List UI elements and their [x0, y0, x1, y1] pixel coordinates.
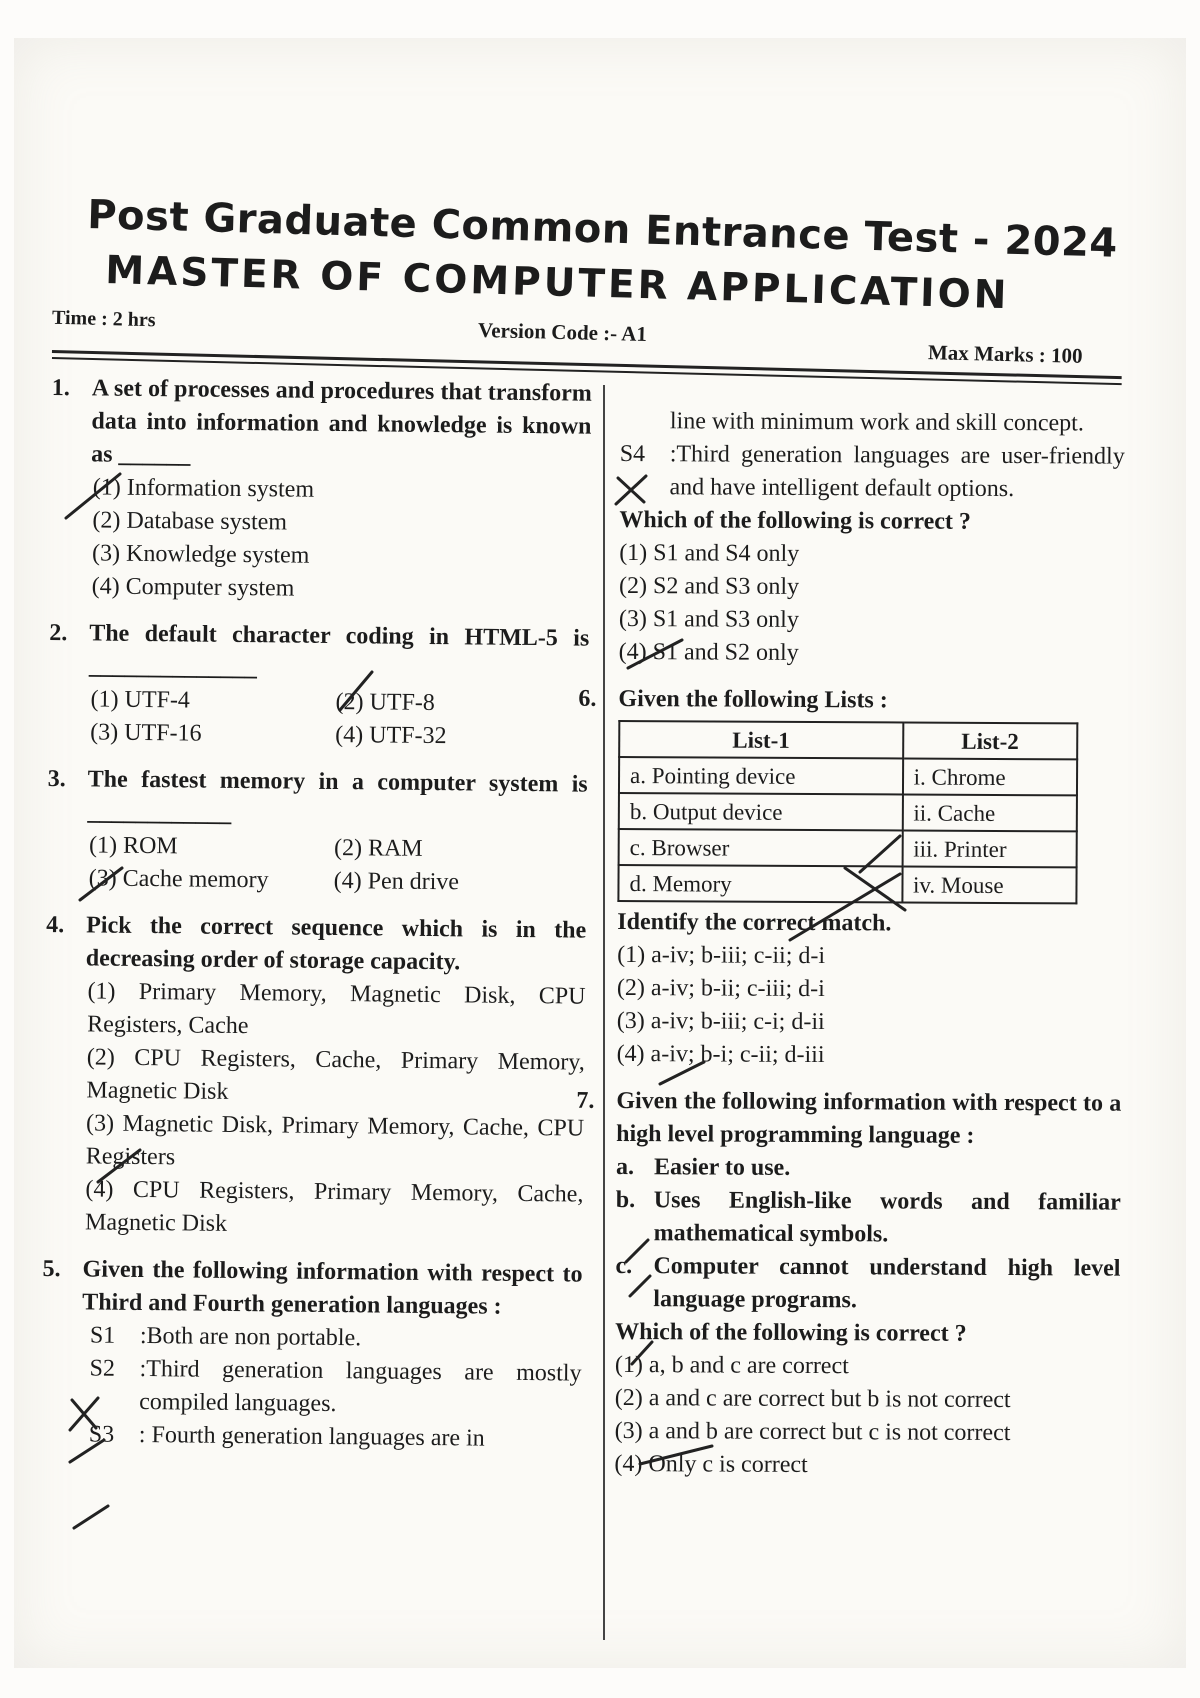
statement-s3-continuation: line with minimum work and skill concept.: [669, 408, 1084, 437]
statement-s2: [89, 1352, 582, 1423]
list2-item: iii. Printer: [902, 830, 1077, 867]
table-header-row: [619, 721, 1077, 759]
statement-a: [616, 1151, 1121, 1187]
question-prompt: Which of the following is correct ?: [615, 1318, 967, 1347]
option-3[interactable]: (3) Knowledge system: [91, 540, 310, 569]
option-4[interactable]: (4) UTF-32: [335, 721, 447, 750]
left-column: [41, 372, 595, 1471]
question-text: The default character coding in HTML-5 is ______________: [88, 620, 590, 682]
question-prompt: Which of the following is correct ?: [619, 506, 971, 535]
option-3[interactable]: (3) Cache memory: [88, 865, 269, 894]
table-row: [619, 829, 1077, 867]
exam-header: [0, 0, 1200, 400]
option-2[interactable]: (2) S2 and S3 only: [618, 572, 800, 600]
right-column: [576, 405, 1125, 1498]
question-4: [43, 909, 586, 1245]
statement-label: S2: [89, 1355, 116, 1382]
option-2[interactable]: (2) RAM: [333, 834, 423, 862]
table-row: [619, 757, 1077, 795]
item-label: a.: [615, 1153, 635, 1181]
list1-header: List-1: [619, 721, 903, 758]
question-2: [48, 617, 589, 755]
options: [92, 471, 591, 608]
list1-item: b. Output device: [619, 793, 903, 830]
exam-time: Time : 2 hrs: [51, 306, 156, 332]
version-code: Version Code :- A1: [477, 317, 648, 347]
list2-item: iv. Mouse: [902, 866, 1077, 903]
question-6: [577, 683, 1124, 1074]
option-1[interactable]: (1) ROM: [88, 832, 178, 860]
list1-item: d. Memory: [618, 865, 902, 902]
option-4[interactable]: (4) Pen drive: [333, 867, 460, 896]
option-4[interactable]: (4) Only c is correct: [614, 1450, 808, 1478]
option-3[interactable]: (3) S1 and S3 only: [618, 605, 799, 633]
option-4[interactable]: (4) a-iv; b-i; c-ii; d-iii: [616, 1040, 825, 1069]
option-3[interactable]: (3) Magnetic Disk, Primary Memory, Cache, CPU Registers: [85, 1110, 585, 1171]
statement-text: :Third generation languages are user-friendly and have intelligent default options.: [669, 441, 1125, 503]
option-2[interactable]: (2) CPU Registers, Cache, Primary Memory, Magnetic Disk: [86, 1044, 585, 1105]
question-number: 5.: [42, 1255, 61, 1283]
statement-b: [616, 1184, 1121, 1253]
option-1[interactable]: (1) Primary Memory, Magnetic Disk, CPU Registers, Cache: [87, 978, 586, 1040]
option-4[interactable]: (4) CPU Registers, Primary Memory, Cache, Magnetic Disk: [84, 1176, 584, 1237]
option-1[interactable]: (1) Information system: [92, 474, 315, 503]
item-text: Uses English-like words and familiar mathematical symbols.: [653, 1187, 1121, 1248]
statement-s1: [90, 1319, 582, 1357]
option-2[interactable]: (2) a and c are correct but b is not correct: [614, 1384, 1011, 1414]
options: [617, 939, 1123, 1074]
option-1[interactable]: (1) a, b and c are correct: [614, 1351, 849, 1380]
statement-text: :Third generation languages are mostly compiled languages.: [139, 1355, 582, 1418]
question-number: 4.: [46, 911, 65, 939]
list1-item: c. Browser: [619, 829, 903, 866]
option-3[interactable]: (3) a-iv; b-iii; c-i; d-ii: [616, 1007, 825, 1036]
table-row: [618, 865, 1076, 903]
question-prompt: Identify the correct match.: [617, 908, 892, 937]
statement-label: S4: [619, 440, 646, 468]
question-7: [574, 1085, 1121, 1484]
options: [90, 683, 589, 754]
list2-header: List-2: [903, 722, 1078, 759]
question-5: [41, 1253, 583, 1457]
option-3[interactable]: (3) UTF-16: [90, 719, 202, 747]
option-1[interactable]: (1) S1 and S4 only: [619, 539, 800, 567]
question-number: 7.: [576, 1087, 595, 1114]
statement-label: S1: [89, 1322, 116, 1349]
table-row: [619, 793, 1077, 831]
option-1[interactable]: (1) UTF-4: [90, 686, 191, 714]
statement-text: : Fourth generation languages are in: [138, 1421, 485, 1452]
max-marks: Max Marks : 100: [927, 340, 1083, 368]
option-2[interactable]: (2) UTF-8: [335, 688, 436, 717]
question-text: Given the following information with respect to a high level programming language :: [616, 1087, 1122, 1149]
options: [619, 537, 1125, 672]
list2-item: ii. Cache: [902, 794, 1077, 831]
question-number: 3.: [47, 765, 66, 793]
option-4[interactable]: (4) Computer system: [91, 573, 295, 602]
question-number: 2.: [49, 619, 68, 647]
question-number: 6.: [578, 685, 597, 712]
option-3[interactable]: (3) a and b are correct but c is not correct: [614, 1417, 1011, 1447]
option-1[interactable]: (1) a-iv; b-iii; c-ii; d-i: [617, 941, 826, 970]
question-3: [47, 763, 588, 901]
statement-label: S3: [88, 1421, 115, 1448]
statement-s4: [619, 438, 1124, 507]
option-4[interactable]: (4) S1 and S2 only: [618, 638, 799, 666]
options: [89, 829, 588, 900]
statement-s3: [89, 1418, 581, 1456]
option-2[interactable]: (2) Database system: [92, 507, 288, 536]
question-text: The fastest memory in a computer system is ____________: [87, 766, 588, 827]
statement-c: [615, 1250, 1120, 1319]
list1-item: a. Pointing device: [619, 757, 903, 794]
item-text: Easier to use.: [653, 1154, 791, 1181]
item-text: Computer cannot understand high level language programs.: [653, 1253, 1121, 1314]
match-lists-table: [617, 720, 1078, 904]
options: [85, 975, 586, 1244]
option-2[interactable]: (2) a-iv; b-ii; c-iii; d-i: [616, 974, 825, 1003]
question-text: Given the following information with respect to Third and Fourth generation languages :: [82, 1256, 583, 1320]
options: [614, 1349, 1120, 1484]
question-text: Pick the correct sequence which is in the decreasing order of storage capacity.: [85, 912, 587, 976]
question-text: Given the following Lists :: [618, 685, 888, 714]
statement-text: :Both are non portable.: [139, 1322, 362, 1352]
question-number: 1.: [51, 374, 70, 402]
item-label: c.: [615, 1252, 633, 1280]
list2-item: i. Chrome: [903, 758, 1078, 795]
question-1: [50, 372, 592, 609]
question-text: A set of processes and procedures that transform data into information and knowledge is known as ______: [91, 375, 592, 469]
item-label: b.: [615, 1186, 636, 1214]
exam-subtitle: MASTER OF COMPUTER APPLICATION: [104, 248, 1011, 319]
question-5-continued: [619, 405, 1125, 672]
exam-title: Post Graduate Common Entrance Test - 2024: [86, 192, 1119, 267]
